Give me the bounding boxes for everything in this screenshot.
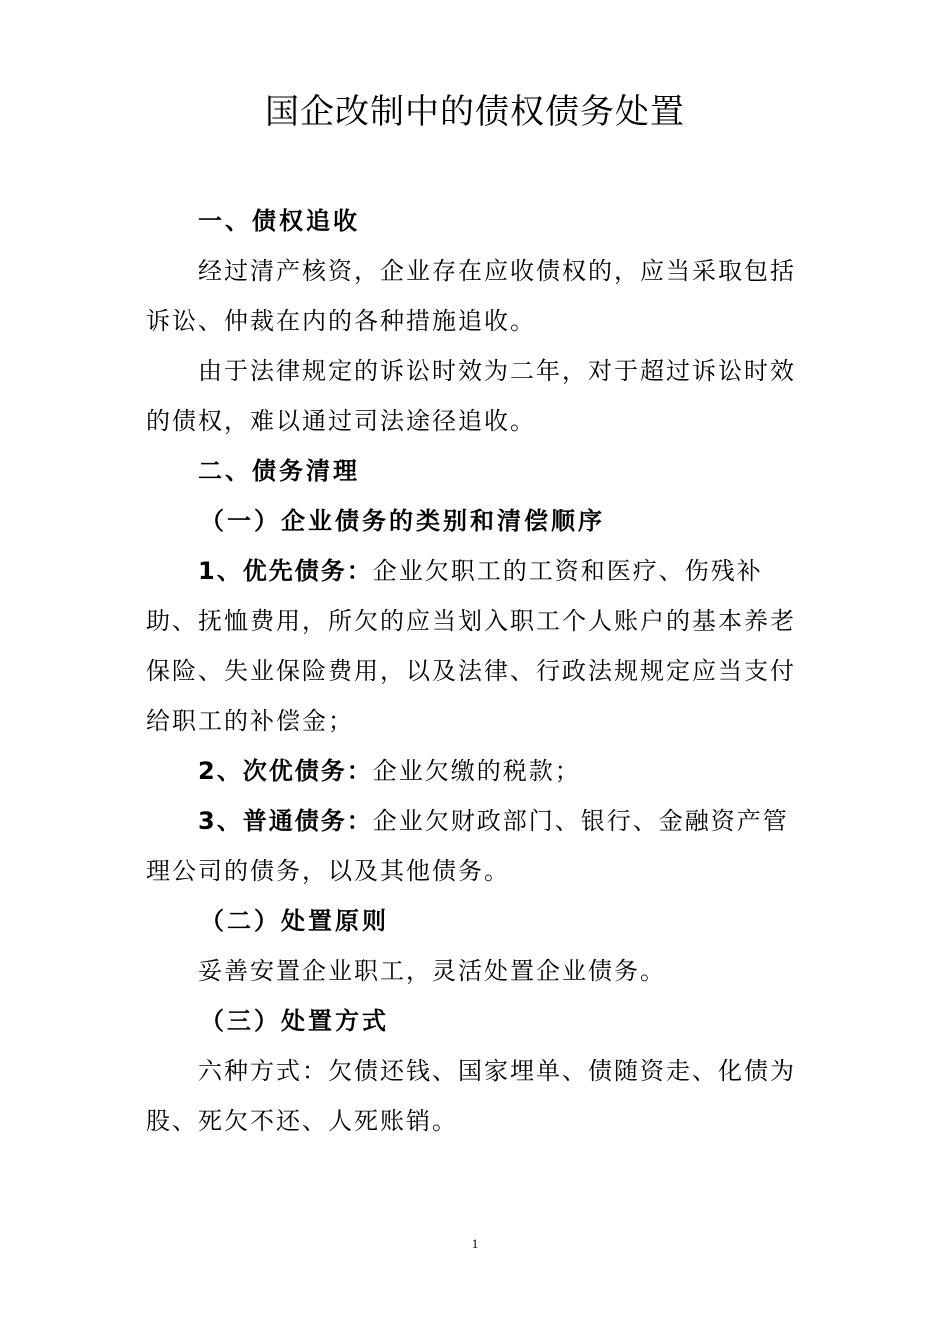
list-item-secondary-debt (146, 746, 810, 796)
paragraph-collection-measures: 经过清产核资，企业存在应收债权的，应当采取包括诉讼、仲裁在内的各种措施追收。 (146, 257, 796, 335)
paragraph-disposal-principle: 妥善安置企业职工，灵活处置企业债务。 (198, 957, 666, 985)
subheading-disposal-methods: （三）处置方式 (200, 1007, 389, 1035)
section-heading-debt-clearance: 二、债务清理 (198, 457, 360, 485)
list-item-lead-secondary: 2、次优债务： (198, 757, 373, 785)
document-body (146, 196, 810, 1146)
list-item-text-secondary: 企业欠缴的税款； (372, 757, 581, 785)
document-title: 国企改制中的债权债务处置 (265, 92, 685, 132)
list-item-ordinary-debt (146, 796, 810, 896)
section-heading-debt-collection: 一、债权追收 (198, 207, 360, 235)
list-item-text-priority: 企业欠职工的工资和医疗、伤残补助、抚恤费用，所欠的应当划入职工个人账户的基本养老保险、失业保险费用，以及法律、行政法规规定应当支付给职工的补偿金； (146, 557, 796, 735)
list-item-text-ordinary: 企业欠财政部门、银行、金融资产管理公司的债务，以及其他债务。 (146, 807, 789, 885)
subheading-debt-categories: （一）企业债务的类别和清偿顺序 (200, 507, 605, 535)
paragraph-limitation-period: 由于法律规定的诉讼时效为二年，对于超过诉讼时效的债权，难以通过司法途径追收。 (146, 357, 796, 435)
list-item-lead-priority: 1、优先债务： (198, 557, 373, 585)
list-item-lead-ordinary: 3、普通债务： (198, 807, 373, 835)
paragraph-disposal-methods: 六种方式：欠债还钱、国家埋单、债随资走、化债为股、死欠不还、人死账销。 (146, 1057, 796, 1135)
subheading-disposal-principle: （二）处置原则 (200, 907, 389, 935)
page-number: 1 (471, 1236, 479, 1251)
list-item-priority-debt (146, 546, 810, 746)
